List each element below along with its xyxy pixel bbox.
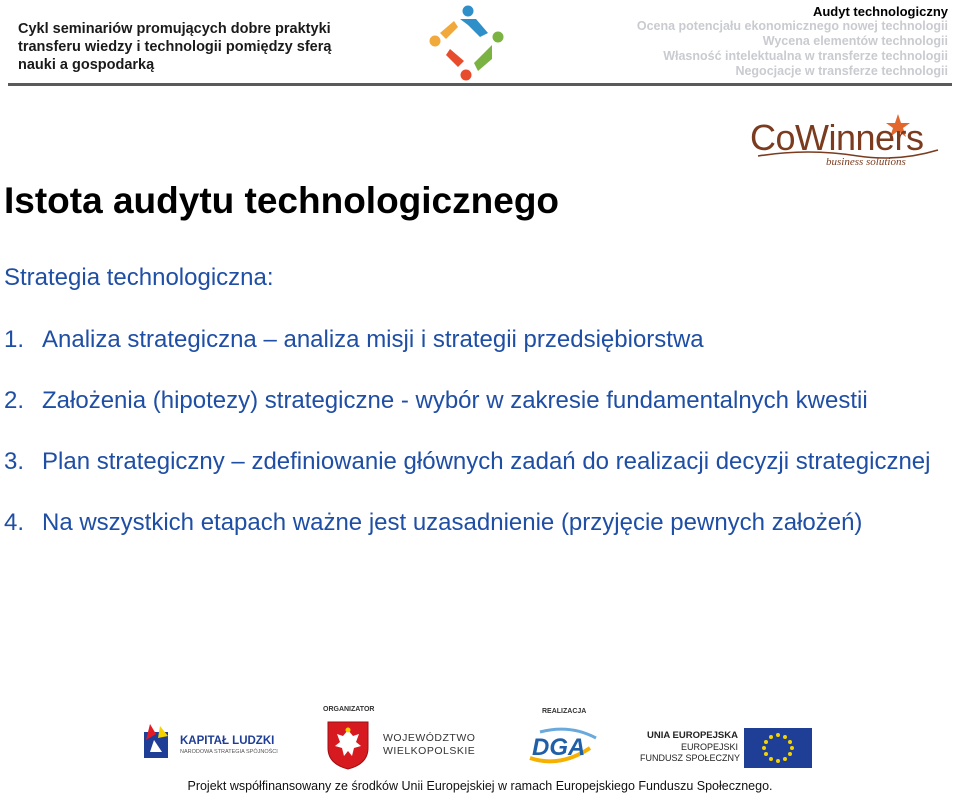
list-item-text: Założenia (hipotezy) strategiczne - wybór w zakresie fundamentalnych kwestii [42,387,868,414]
eu-line3: FUNDUSZ SPOŁECZNY [640,753,741,763]
nav-topic: Własność intelektualna w transferze technologii [663,49,948,63]
list-item [4,324,934,356]
series-title-line: transferu wiedzy i technologii pomiędzy sferą [18,39,332,55]
list-item [4,385,934,417]
series-title [18,20,358,74]
nav-topic: Negocjacje w transferze technologii [735,64,948,78]
list-item [4,446,934,478]
cowinners-name: CoWinners [750,117,924,158]
eagle-crest-icon [325,720,371,770]
eu-line2: EUROPEJSKI [680,742,738,752]
eu-logo [640,728,816,768]
list-item-text: Analiza strategiczna – analiza misji i strategii przedsiębiorstwa [42,326,704,353]
series-navigation [588,4,948,79]
list-item-text: Plan strategiczny – zdefiniowanie głównych zadań do realizacji decyzji strategicznej [42,448,931,475]
strategy-points-list [4,324,934,568]
cowinners-tagline: business solutions [826,156,906,168]
slide-title: Istota audytu technologicznego [4,180,560,221]
kapital-ludzki-logo [142,722,292,764]
cofinancing-note: Projekt współfinansowany ze środków Unii Europejskiej w ramach Europejskiego Funduszu Społecznego. [187,779,773,793]
nav-topic: Wycena elementów technologii [762,34,948,48]
kapital-ludzki-title: KAPITAŁ LUDZKI [180,735,275,747]
voivodeship-line2: WIELKOPOLSKIE [383,745,476,757]
kapital-ludzki-icon [142,722,176,762]
list-item-number: 4. [4,509,25,536]
nav-topic: Ocena potencjału ekonomicznego nowej technologii [636,19,948,33]
list-item-text: Na wszystkich etapach ważne jest uzasadnienie (przyjęcie pewnych założeń) [42,509,863,536]
slide-subtitle: Strategia technologiczna: [4,264,274,291]
organizer-label: ORGANIZATOR [323,706,375,713]
series-title-line: nauki a gospodarką [18,57,155,73]
voivodeship-line1: WOJEWÓDZTWO [383,732,476,744]
wielkopolska-logo [325,720,475,770]
list-item-number: 3. [4,448,25,475]
cowinners-logo [748,112,944,174]
kapital-ludzki-subtitle: NARODOWA STRATEGIA SPÓJNOŚCI [180,749,278,755]
series-title-line: Cykl seminariów promujących dobre praktyki [18,21,331,37]
list-item [4,507,934,539]
eu-flag-icon [744,728,812,768]
list-item-number: 2. [4,387,25,414]
dga-logo [520,724,600,768]
eu-line1: UNIA EUROPEJSKA [647,730,738,741]
seminar-logo-icon [426,3,508,81]
header-divider [8,83,952,86]
nav-current-topic: Audyt technologiczny [812,4,948,19]
implementer-label: REALIZACJA [542,708,587,715]
list-item-number: 1. [4,326,25,353]
dga-wordmark: DGA [532,734,586,761]
